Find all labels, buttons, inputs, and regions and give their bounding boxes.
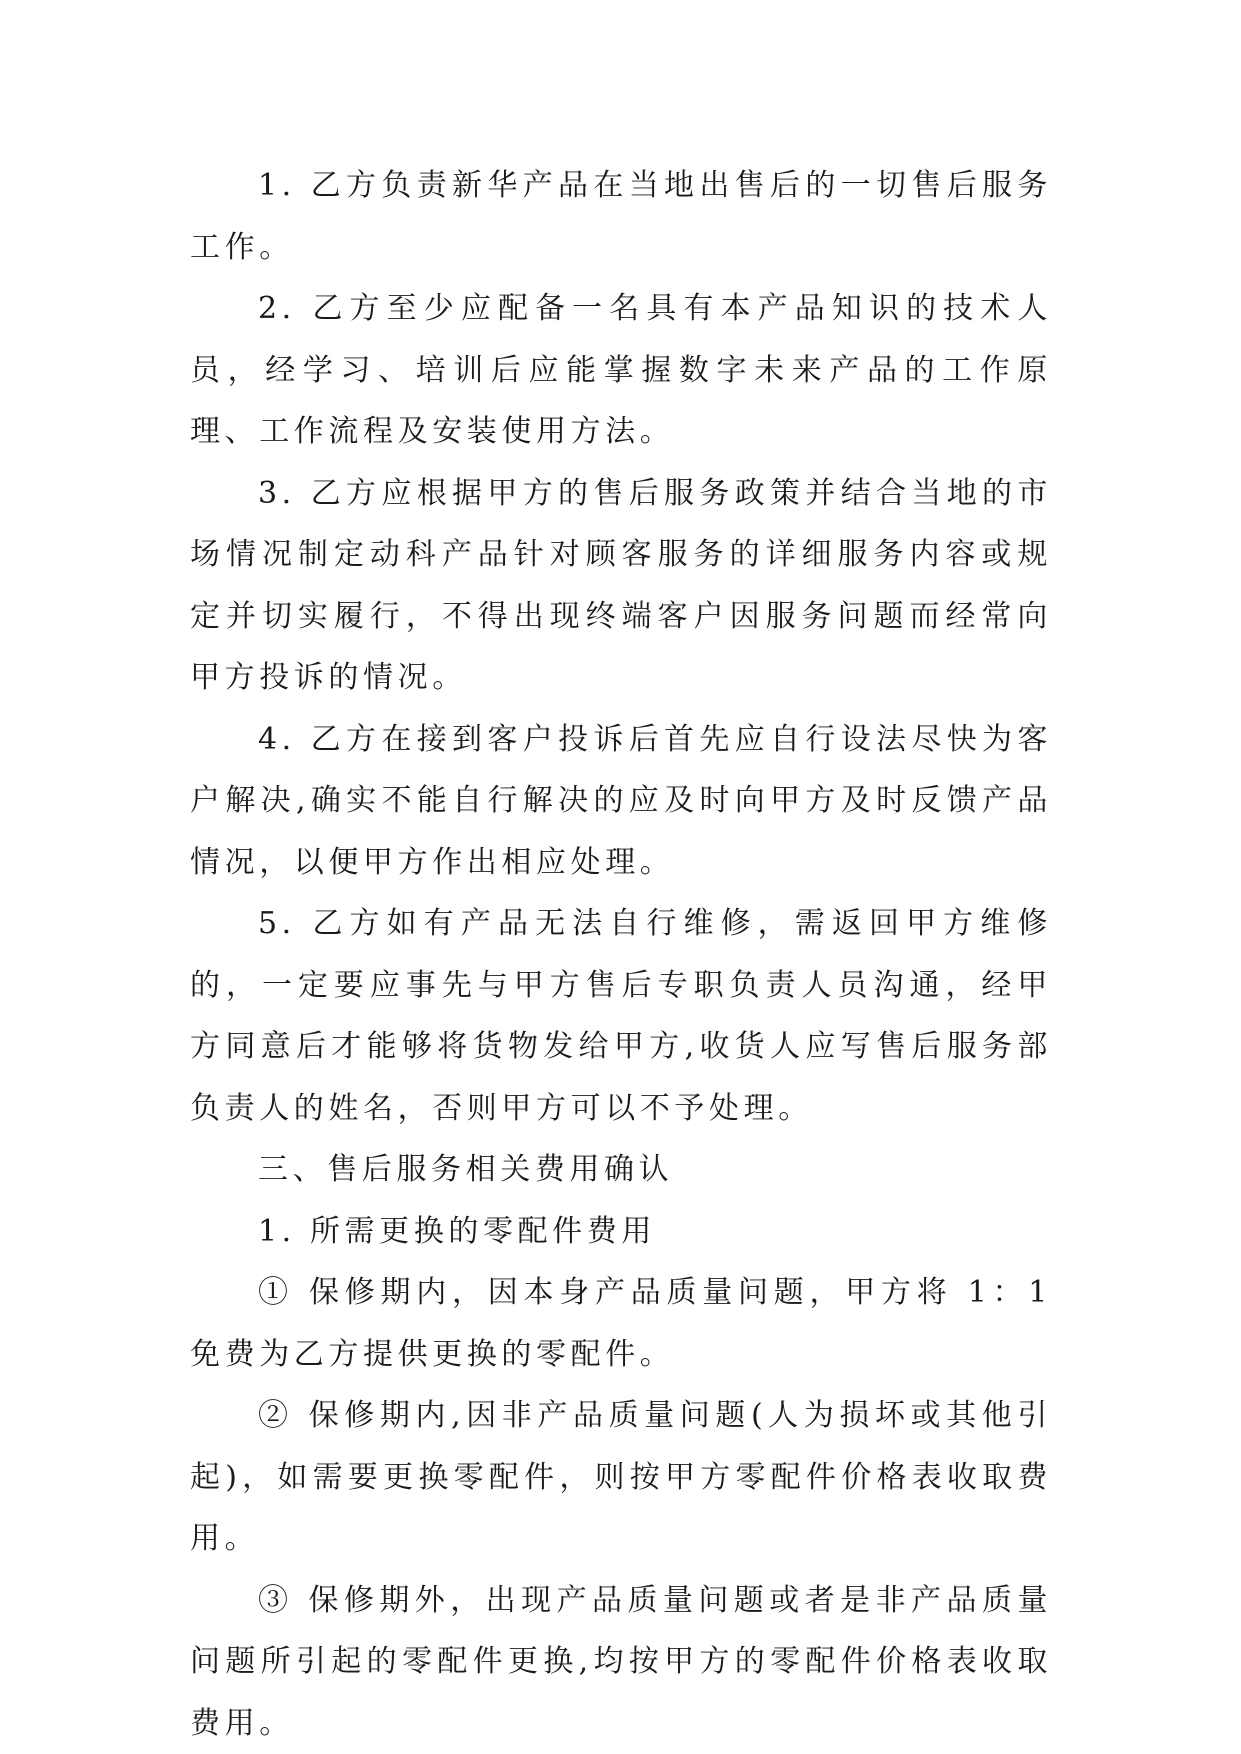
paragraph-complaint-handling: 4. 乙方在接到客户投诉后首先应自行设法尽快为客户解决,确实不能自行解决的应及时向甲方及时反馈产品情况，以便甲方作出相应处理。 xyxy=(190,721,1052,880)
paragraph-return-repair: 5. 乙方如有产品无法自行维修，需返回甲方维修的，一定要应事先与甲方售后专职负责人员沟通，经甲方同意后才能够将货物发给甲方,收货人应写售后服务部负责人的姓名，否则甲方可以不予处理。 xyxy=(190,906,1052,1126)
paragraph-technical-staff: 2. 乙方至少应配备一名具有本产品知识的技术人员，经学习、培训后应能掌握数字未来产品的工作原理、工作流程及安装使用方法。 xyxy=(190,291,1052,449)
section-heading-fees: 三、售后服务相关费用确认 xyxy=(258,1152,674,1187)
subheading-parts-fees: 1. 所需更换的零配件费用 xyxy=(258,1213,656,1249)
list-item-warranty-quality: ① 保修期内，因本身产品质量问题，甲方将 1：1 免费为乙方提供更换的零配件。 xyxy=(190,1275,1052,1372)
list-item-out-of-warranty: ③ 保修期外，出现产品质量问题或者是非产品质量问题所引起的零配件更换,均按甲方的零配件价格表收取费用。 xyxy=(190,1582,1052,1741)
paragraph-service-responsibility: 1. 乙方负责新华产品在当地出售后的一切售后服务工作。 xyxy=(190,168,1052,265)
list-item-warranty-non-quality: ② 保修期内,因非产品质量问题(人为损坏或其他引起)，如需要更换零配件，则按甲方零配件价格表收取费用。 xyxy=(190,1398,1052,1556)
document-body xyxy=(190,155,1052,1754)
paragraph-service-policy: 3. 乙方应根据甲方的售后服务政策并结合当地的市场情况制定动科产品针对顾客服务的详细服务内容或规定并切实履行，不得出现终端客户因服务问题而经常向甲方投诉的情况。 xyxy=(190,475,1052,695)
